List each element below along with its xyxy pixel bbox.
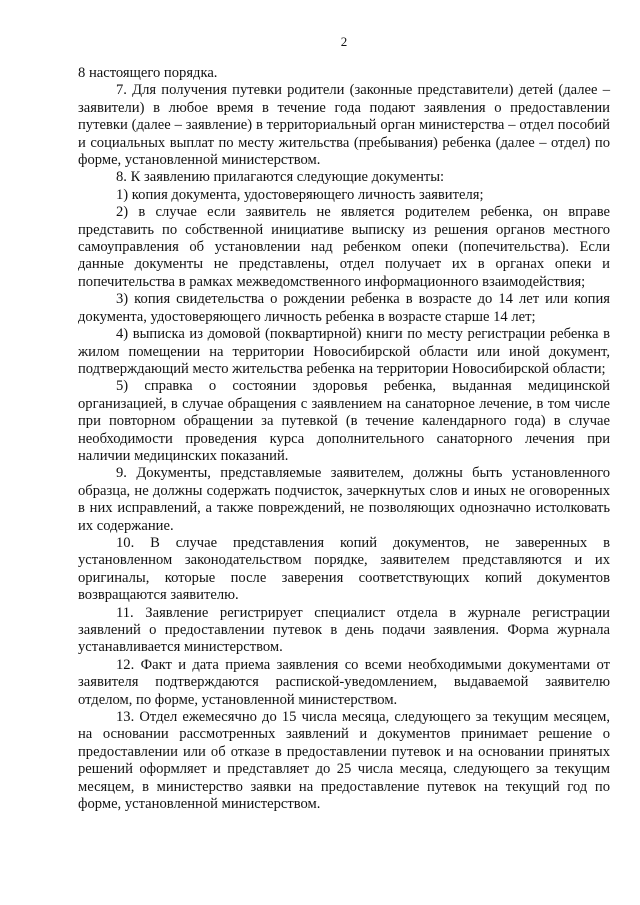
paragraph-11: 11. Заявление регистрирует специалист отдела в журнале регистрации заявлений о предоставлении путевок в день подачи заявления. Форма журнала устанавливается министерством.: [78, 604, 610, 656]
paragraph-8-item-5: 5) справка о состоянии здоровья ребенка, выданная медицинской организацией, в случае обращения с заявлением на санаторное лечение, в том числе при повторном обращении за путевкой (в течение календарного года) в случае необходимости проведения курса дополнительного санаторного лечения при наличии медицинских показаний.: [78, 378, 610, 464]
paragraph-continuation: 8 настоящего порядка.: [78, 65, 218, 81]
paragraph-8-item-1: 1) копия документа, удостоверяющего личность заявителя;: [116, 186, 484, 203]
paragraph-8: 8. К заявлению прилагаются следующие документы:: [116, 169, 445, 186]
paragraph-12: 12. Факт и дата приема заявления со всеми необходимыми документами от заявителя подтверждаются распиской-уведомлением, выдаваемой заявителю отделом, по форме, установленной министерством.: [78, 656, 610, 708]
paragraph-13: 13. Отдел ежемесячно до 15 числа месяца, следующего за текущим месяцем, на основании рассмотренных заявлений и документов принимает решение о предоставлении или об отказе в предоставлении путевок и на основании принятых решений оформляет и представляет до 25 числа месяца, следующего за текущим месяцем, в министерство заявки на предоставление путевок на текущий год по форме, установленной министерством.: [78, 709, 610, 813]
paragraph-8-item-2: 2) в случае если заявитель не является родителем ребенка, он вправе представить по собственной инициативе выписку из решения органов местного самоуправления об установлении над ребенком опеки (попечительства). Если данные документы не представлены, отдел получает их в органах опеки и попечительства в рамках межведомственного информационного взаимодействия;: [78, 204, 610, 290]
paragraph-7: 7. Для получения путевки родители (законные представители) детей (далее – заявители) в любое время в течение года подают заявления о предоставлении путевки (далее – заявление) в территориальный орган министерства – отдел пособий и социальных выплат по месту жительства (пребывания) ребенка (далее – отдел) по форме, установленной министерством.: [78, 82, 610, 169]
page-number: 2: [340, 34, 348, 49]
paragraph-8-item-3: 3) копия свидетельства о рождении ребенка в возрасте до 14 лет или копия документа, удостоверяющего личность ребенка в возрасте старше 14 лет;: [78, 291, 610, 325]
paragraph-10: 10. В случае представления копий документов, не заверенных в установленном законодательством порядке, заявителем представляются и их оригиналы, которые после заверения соответствующих копий документов возвращаются заявителю.: [78, 534, 610, 604]
paragraph-9: 9. Документы, представляемые заявителем, должны быть установленного образца, не должны содержать подчисток, зачеркнутых слов и иных не оговоренных в них исправлений, а также повреждений, не позволяющих однозначно истолковать их содержание.: [78, 465, 610, 534]
paragraph-8-item-4: 4) выписка из домовой (поквартирной) книги по месту регистрации ребенка в жилом помещении на территории Новосибирской области или иной документ, подтверждающий место жительства ребенка на территории Новосибирской области;: [78, 326, 610, 377]
